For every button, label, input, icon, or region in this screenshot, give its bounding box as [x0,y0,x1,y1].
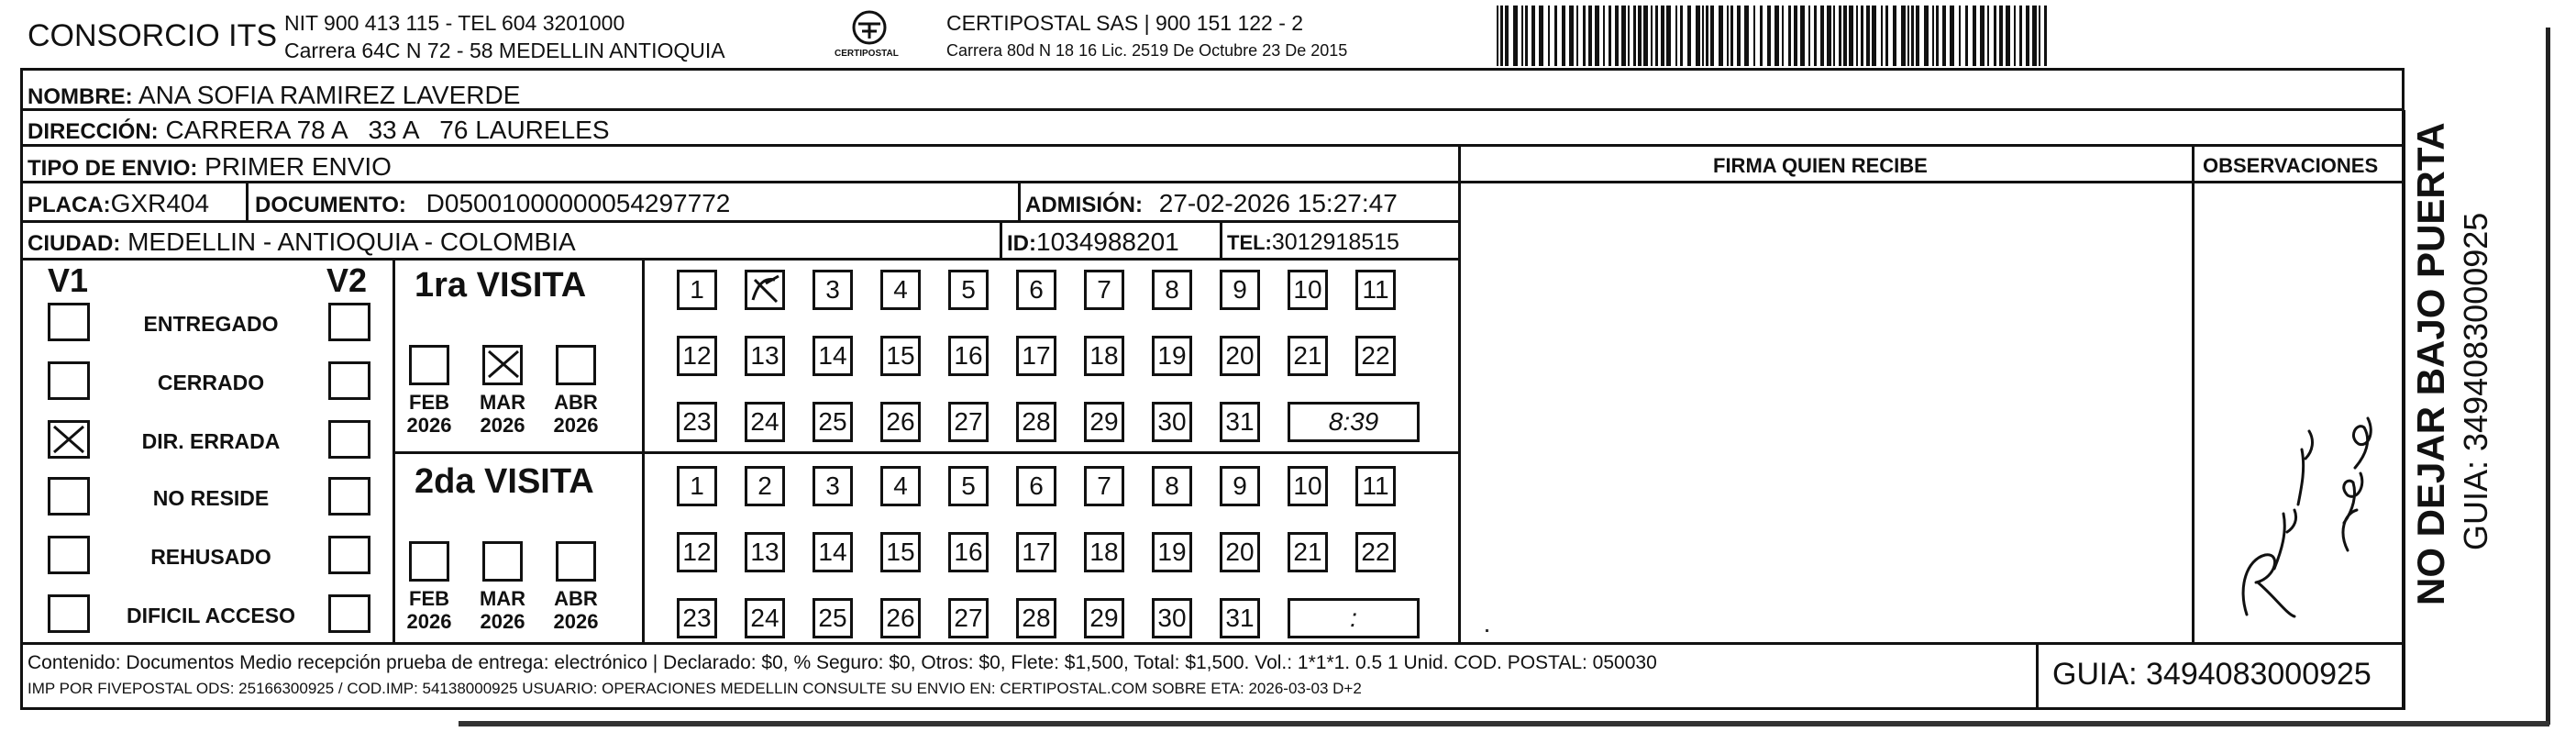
name-label: NOMBRE: [28,84,133,109]
visit1-day-box[interactable]: 6 [1016,270,1056,310]
city-value: MEDELLIN - ANTIOQUIA - COLOMBIA [127,227,576,256]
barcode-bar [1638,6,1642,66]
status-option-label: CERRADO [157,371,265,394]
month-name: FEB [409,587,449,610]
v2-checkbox[interactable] [328,420,370,459]
status-option-label: NO RESIDE [152,486,270,510]
visit2-day-box[interactable]: 30 [1152,598,1192,638]
barcode-bar [2039,6,2040,66]
barcode-bar [1727,6,1729,66]
visit1-day-box[interactable] [745,270,785,310]
barcode-bar [1531,6,1535,66]
month-year: 2026 [406,610,452,634]
admission-value: 27-02-2026 15:27:47 [1158,189,1398,217]
barcode-bar [1973,6,1976,66]
v2-checkbox[interactable] [328,594,370,633]
barcode-bar [2032,6,2037,66]
status-option-label: ENTREGADO [143,312,279,336]
barcode-bar [1554,6,1557,66]
visit2-month-checkbox[interactable] [556,541,596,582]
status-option-label: DIFICIL ACCESO [126,604,295,627]
visit1-month-label [397,391,461,438]
barcode-bar [2019,6,2022,66]
visit1-day-box[interactable]: 1 [677,270,717,310]
barcode-bar [1500,6,1503,66]
barcode-bar [1675,6,1677,66]
barcode-bar [1583,6,1586,66]
visit1-day-box[interactable]: 31 [1220,402,1260,442]
observations-header: OBSERVACIONES [2203,154,2379,177]
tel-value: 3012918515 [1271,229,1399,255]
v2-checkbox[interactable] [328,303,370,341]
barcode-bar [1999,6,2003,66]
address-label: DIRECCIÓN: [28,119,159,144]
visit1-day-box[interactable]: 25 [813,402,853,442]
side-guia: GUIA: 3494083000925 [2457,212,2494,550]
id-label: ID: [1007,231,1036,256]
barcode-bar [1987,6,1989,66]
v1-label: V1 [48,261,89,299]
month-name: ABR [554,587,598,610]
barcode-bar [1719,6,1723,66]
barcode-bar [1706,6,1708,66]
visit2-day-box[interactable]: 1 [677,466,717,506]
visit1-month-label [544,391,608,438]
visit2-day-box[interactable]: 15 [880,532,921,572]
barcode-bar [1687,6,1691,66]
v2-label: V2 [326,261,368,299]
barcode-bar [1569,6,1574,66]
plate-label: PLACA: [28,193,111,217]
barcode-bar [1730,6,1733,66]
send-type-label: TIPO DE ENVIO: [28,156,198,181]
visit1-day-box[interactable]: 22 [1355,336,1396,376]
visit2-title: 2da VISITA [415,462,594,501]
v2-checkbox[interactable] [328,477,370,516]
status-option-label: REHUSADO [150,545,271,569]
month-name: ABR [554,391,598,414]
month-year: 2026 [553,414,599,438]
city-label: CIUDAD: [28,231,121,256]
barcode-bar [1661,6,1664,66]
certipostal-logo [824,6,915,66]
barcode-bar [1866,6,1870,66]
barcode-bar [1924,6,1929,66]
barcode-bar [1760,6,1763,66]
observation-handwriting [2210,349,2394,624]
visit1-title: 1ra VISITA [415,266,587,305]
barcode-bar [2044,6,2047,66]
barcode-bar [1702,6,1704,66]
footer-guia: GUIA: 3494083000925 [2052,657,2371,692]
visit2-time-box[interactable]: : [1288,598,1420,638]
barcode-bar [1595,6,1599,66]
visit2-day-box[interactable]: 20 [1220,532,1260,572]
barcode-bar [1942,6,1946,66]
barcode-bar [1609,6,1611,66]
barcode-bar [1525,6,1528,66]
barcode-bar [1744,6,1749,66]
visit1-day-box[interactable]: 7 [1084,270,1124,310]
logo-caption: CERTIPOSTAL [835,49,899,59]
barcode-bar [1737,6,1741,66]
barcode-bar [1788,6,1791,66]
barcode-bar [1950,6,1954,66]
visit2-day-box[interactable]: 10 [1288,466,1328,506]
visit1-day-box[interactable]: 13 [745,336,785,376]
visit1-day-box[interactable]: 8 [1152,270,1192,310]
barcode-bar [1808,6,1810,66]
visit2-month-label [397,587,461,634]
visit1-time-box[interactable]: 8:39 [1288,402,1420,442]
visit1-day-box[interactable]: 11 [1355,270,1396,310]
imp-line: IMP POR FIVEPOSTAL ODS: 25166300925 / COD.IMP: 54138000925 USUARIO: OPERACIONES MEDELLIN CONSULTE SU ENVIO EN: CERTIPOSTAL.COM SOBRE ETA: 2026-03-03 D+2 [28,680,1362,697]
barcode-bar [1849,6,1853,66]
visit2-day-box[interactable]: 26 [880,598,921,638]
barcode-bar [1907,6,1909,66]
visit1-month-label [470,391,535,438]
visit2-day-box[interactable]: 6 [1016,466,1056,506]
barcode-bar [1901,6,1906,66]
barcode-bar [1872,6,1876,66]
barcode-bar [2014,6,2016,66]
barcode-bar [1562,6,1565,66]
company-address: Carrera 64C N 72 - 58 MEDELLIN ANTIOQUIA [284,39,725,62]
visit2-day-box[interactable]: 9 [1220,466,1260,506]
visit1-day-box[interactable]: 3 [813,270,853,310]
visit1-day-box[interactable]: 27 [948,402,989,442]
barcode-bar [1505,6,1509,66]
barcode-bar [1839,6,1841,66]
visit2-day-box[interactable]: 4 [880,466,921,506]
visit2-day-box[interactable]: 28 [1016,598,1056,638]
visit2-day-box[interactable]: 25 [813,598,853,638]
visit1-day-box[interactable]: 29 [1084,402,1124,442]
barcode-bar [1576,6,1578,66]
visit1-day-box[interactable]: 19 [1152,336,1192,376]
barcode-bar [1833,6,1835,66]
visit1-month-checkbox[interactable] [482,345,523,385]
barcode-bar [1782,6,1784,66]
visit1-day-box[interactable]: 17 [1016,336,1056,376]
visit1-day-box[interactable]: 26 [880,402,921,442]
barcode-bar [1959,6,1961,66]
recipient-address: CARRERA 78 A 33 A 76 LAURELES [165,116,610,144]
barcode-bar [1603,6,1605,66]
status-option-label: DIR. ERRADA [141,429,281,453]
visit2-day-box[interactable]: 8 [1152,466,1192,506]
barcode-bar [1861,6,1863,66]
barcode-bar [1710,6,1714,66]
barcode-bar [1588,6,1592,66]
visit1-day-box[interactable]: 9 [1220,270,1260,310]
id-value: 1034988201 [1036,227,1179,256]
company-nit: NIT 900 413 115 - TEL 604 3201000 [284,11,625,35]
document-label: DOCUMENTO: [255,193,406,217]
barcode [1497,6,2047,66]
barcode-bar [1820,6,1824,66]
visit2-day-box[interactable]: 23 [677,598,717,638]
barcode-bar [1814,6,1817,66]
visit2-day-box[interactable]: 18 [1084,532,1124,572]
visit1-day-box[interactable]: 18 [1084,336,1124,376]
barcode-bar [1843,6,1847,66]
courier-name: CERTIPOSTAL SAS | 900 151 122 - 2 [946,11,1304,35]
visit2-day-box[interactable]: 11 [1355,466,1396,506]
month-name: MAR [479,587,526,610]
barcode-bar [2026,6,2029,66]
barcode-bar [1794,6,1797,66]
visit2-month-label [470,587,535,634]
barcode-bar [1696,6,1700,66]
barcode-bar [1521,6,1523,66]
visit1-day-box[interactable]: 5 [948,270,989,310]
barcode-bar [1932,6,1934,66]
visit2-day-box[interactable]: 24 [745,598,785,638]
signature-dot [1486,629,1488,632]
visit2-month-checkbox[interactable] [409,541,449,582]
barcode-bar [1548,6,1550,66]
visit1-day-box[interactable]: 28 [1016,402,1056,442]
visit1-day-box[interactable]: 10 [1288,270,1328,310]
barcode-bar [1666,6,1671,66]
visit2-day-box[interactable]: 12 [677,532,717,572]
send-type: PRIMER ENVIO [205,152,392,181]
visit2-day-box[interactable]: 29 [1084,598,1124,638]
recipient-name: ANA SOFIA RAMIREZ LAVERDE [138,81,521,109]
visit2-day-box[interactable]: 31 [1220,598,1260,638]
month-year: 2026 [406,414,452,438]
barcode-bar [1539,6,1543,66]
barcode-bar [1916,6,1919,66]
right-edge-shadow [2546,28,2550,725]
visit2-month-checkbox[interactable] [482,541,523,582]
barcode-bar [1885,6,1888,66]
visit2-day-box[interactable]: 19 [1152,532,1192,572]
barcode-bar [1856,6,1858,66]
barcode-bar [1911,6,1914,66]
barcode-bar [1827,6,1831,66]
visit2-day-box[interactable]: 3 [813,466,853,506]
barcode-bar [1774,6,1779,66]
admission-label: ADMISIÓN: [1025,193,1143,217]
visit1-day-box[interactable]: 16 [948,336,989,376]
month-year: 2026 [480,414,525,438]
visit1-day-box[interactable]: 14 [813,336,853,376]
barcode-bar [1615,6,1619,66]
visit1-day-box[interactable]: 30 [1152,402,1192,442]
tel-label: TEL: [1227,231,1272,254]
barcode-bar [1893,6,1896,66]
signature-header: FIRMA QUIEN RECIBE [1713,154,1928,177]
visit1-day-box[interactable]: 4 [880,270,921,310]
barcode-bar [1965,6,1968,66]
visit2-day-box[interactable]: 7 [1084,466,1124,506]
barcode-bar [1753,6,1755,66]
barcode-bar [1655,6,1658,66]
visit2-day-box[interactable]: 16 [948,532,989,572]
barcode-bar [2006,6,2010,66]
v2-checkbox[interactable] [328,536,370,574]
visit1-day-box[interactable]: 23 [677,402,717,442]
visit2-day-box[interactable]: 13 [745,532,785,572]
visit2-day-box[interactable]: 17 [1016,532,1056,572]
barcode-bar [1980,6,1985,66]
month-name: MAR [479,391,526,414]
visit1-day-box[interactable]: 12 [677,336,717,376]
barcode-bar [1513,6,1518,66]
visit1-day-box[interactable]: 24 [745,402,785,442]
visit1-day-box[interactable]: 21 [1288,336,1328,376]
month-year: 2026 [480,610,525,634]
content-line: Contenido: Documentos Medio recepción prueba de entrega: electrónico | Declarado: $0, % Seguro: $0, Otros: $0, Flete: $1,500, Total: $1,500. Vol.: 1*1*1. 0.5 1 Unid. COD. POSTAL: 050030 [28,652,1657,673]
barcode-bar [1497,6,1498,66]
barcode-bar [1994,6,1996,66]
company-name: CONSORCIO ITS [28,18,278,53]
courier-address: Carrera 80d N 18 16 Lic. 2519 De Octubre 23 De 2015 [946,41,1348,60]
barcode-bar [1936,6,1939,66]
visit2-month-label [544,587,608,634]
side-warning: NO DEJAR BAJO PUERTA [2409,122,2452,605]
visit2-day-box[interactable]: 22 [1355,532,1396,572]
barcode-bar [1621,6,1626,66]
barcode-bar [1680,6,1683,66]
plate-value: GXR404 [110,189,210,217]
document-value: D05001000000054297772 [426,189,731,217]
visit1-month-checkbox[interactable] [556,345,596,385]
barcode-bar [1633,6,1636,66]
barcode-bar [1628,6,1630,66]
barcode-bar [1881,6,1883,66]
month-year: 2026 [553,610,599,634]
visit2-day-box[interactable]: 14 [813,532,853,572]
barcode-bar [1767,6,1771,66]
barcode-bar [1651,6,1653,66]
visit1-day-box[interactable]: 20 [1220,336,1260,376]
visit1-day-box[interactable]: 15 [880,336,921,376]
visit2-day-box[interactable]: 2 [745,466,785,506]
barcode-bar [1800,6,1805,66]
barcode-bar [1643,6,1648,66]
v2-checkbox[interactable] [328,361,370,400]
month-name: FEB [409,391,449,414]
visit2-day-box[interactable]: 27 [948,598,989,638]
visit2-day-box[interactable]: 5 [948,466,989,506]
visit2-day-box[interactable]: 21 [1288,532,1328,572]
visit1-month-checkbox[interactable] [409,345,449,385]
bottom-edge-shadow [459,721,2549,726]
